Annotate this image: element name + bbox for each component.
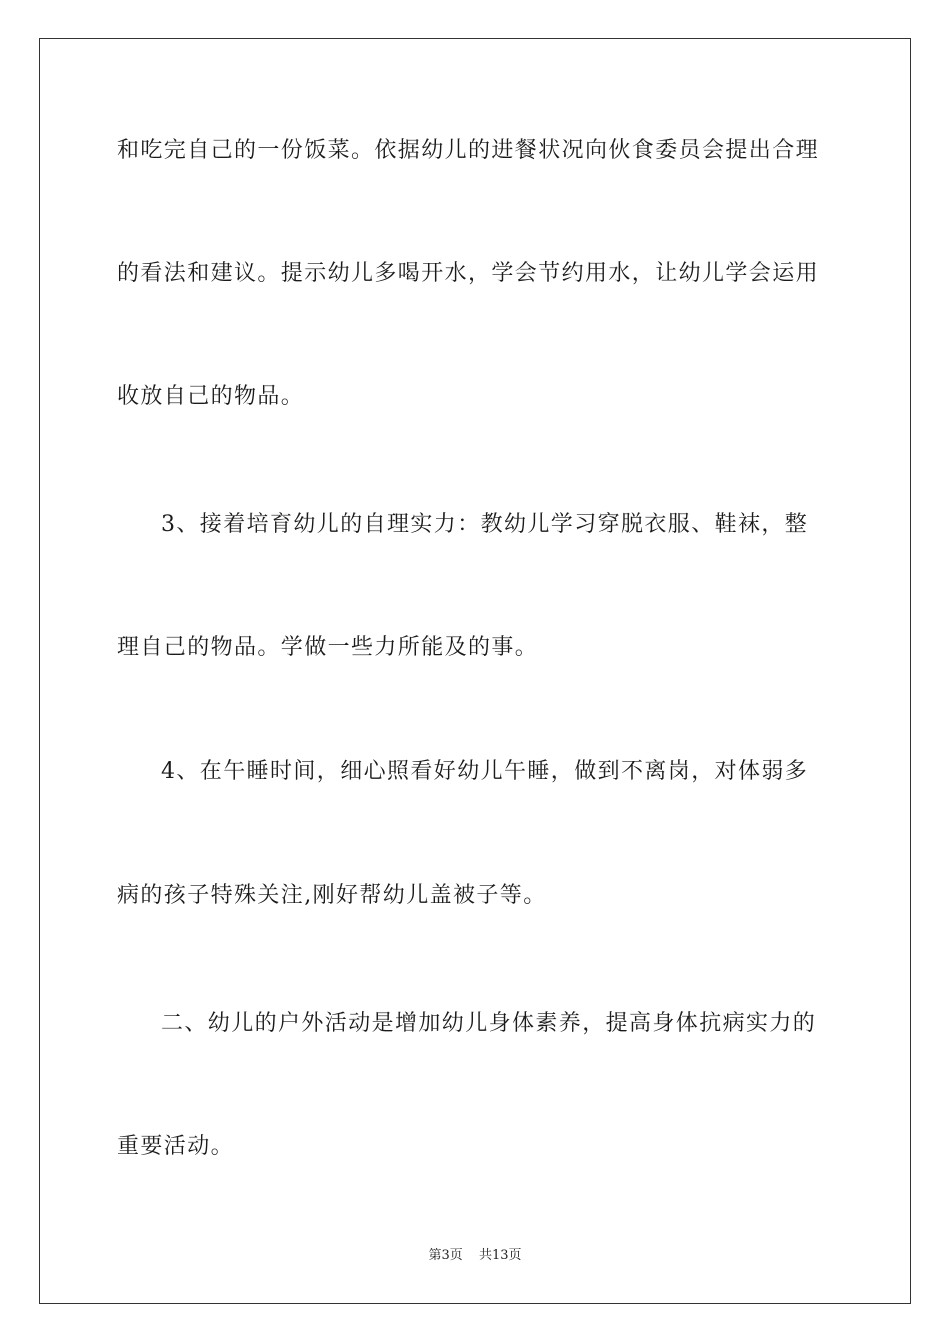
- text-line-1: 和吃完自己的一份饭菜。依据幼儿的进餐状况向伙食委员会提出合理: [117, 138, 820, 163]
- page-total: 共13页: [478, 1248, 522, 1263]
- text-line-7: 病的孩子特殊关注,刚好帮幼儿盖被子等。: [117, 883, 547, 908]
- text-line-3: 收放自己的物品。: [117, 384, 305, 409]
- page-footer: [0, 1247, 950, 1265]
- page-number: 第3页: [428, 1248, 463, 1263]
- text-line-8: 二、幼儿的户外活动是增加幼儿身体素养，提高身体抗病实力的: [161, 1011, 817, 1036]
- text-line-2: 的看法和建议。提示幼儿多喝开水，学会节约用水，让幼儿学会运用: [117, 261, 820, 286]
- text-line-9: 重要活动。: [117, 1134, 235, 1159]
- text-line-5: 理自己的物品。学做一些力所能及的事。: [117, 635, 539, 660]
- text-line-6: 4、在午睡时间，细心照看好幼儿午睡，做到不离岗，对体弱多: [161, 759, 809, 784]
- page-frame: [39, 38, 911, 1304]
- text-line-4: 3、接着培育幼儿的自理实力：教幼儿学习穿脱衣服、鞋袜，整: [161, 512, 809, 537]
